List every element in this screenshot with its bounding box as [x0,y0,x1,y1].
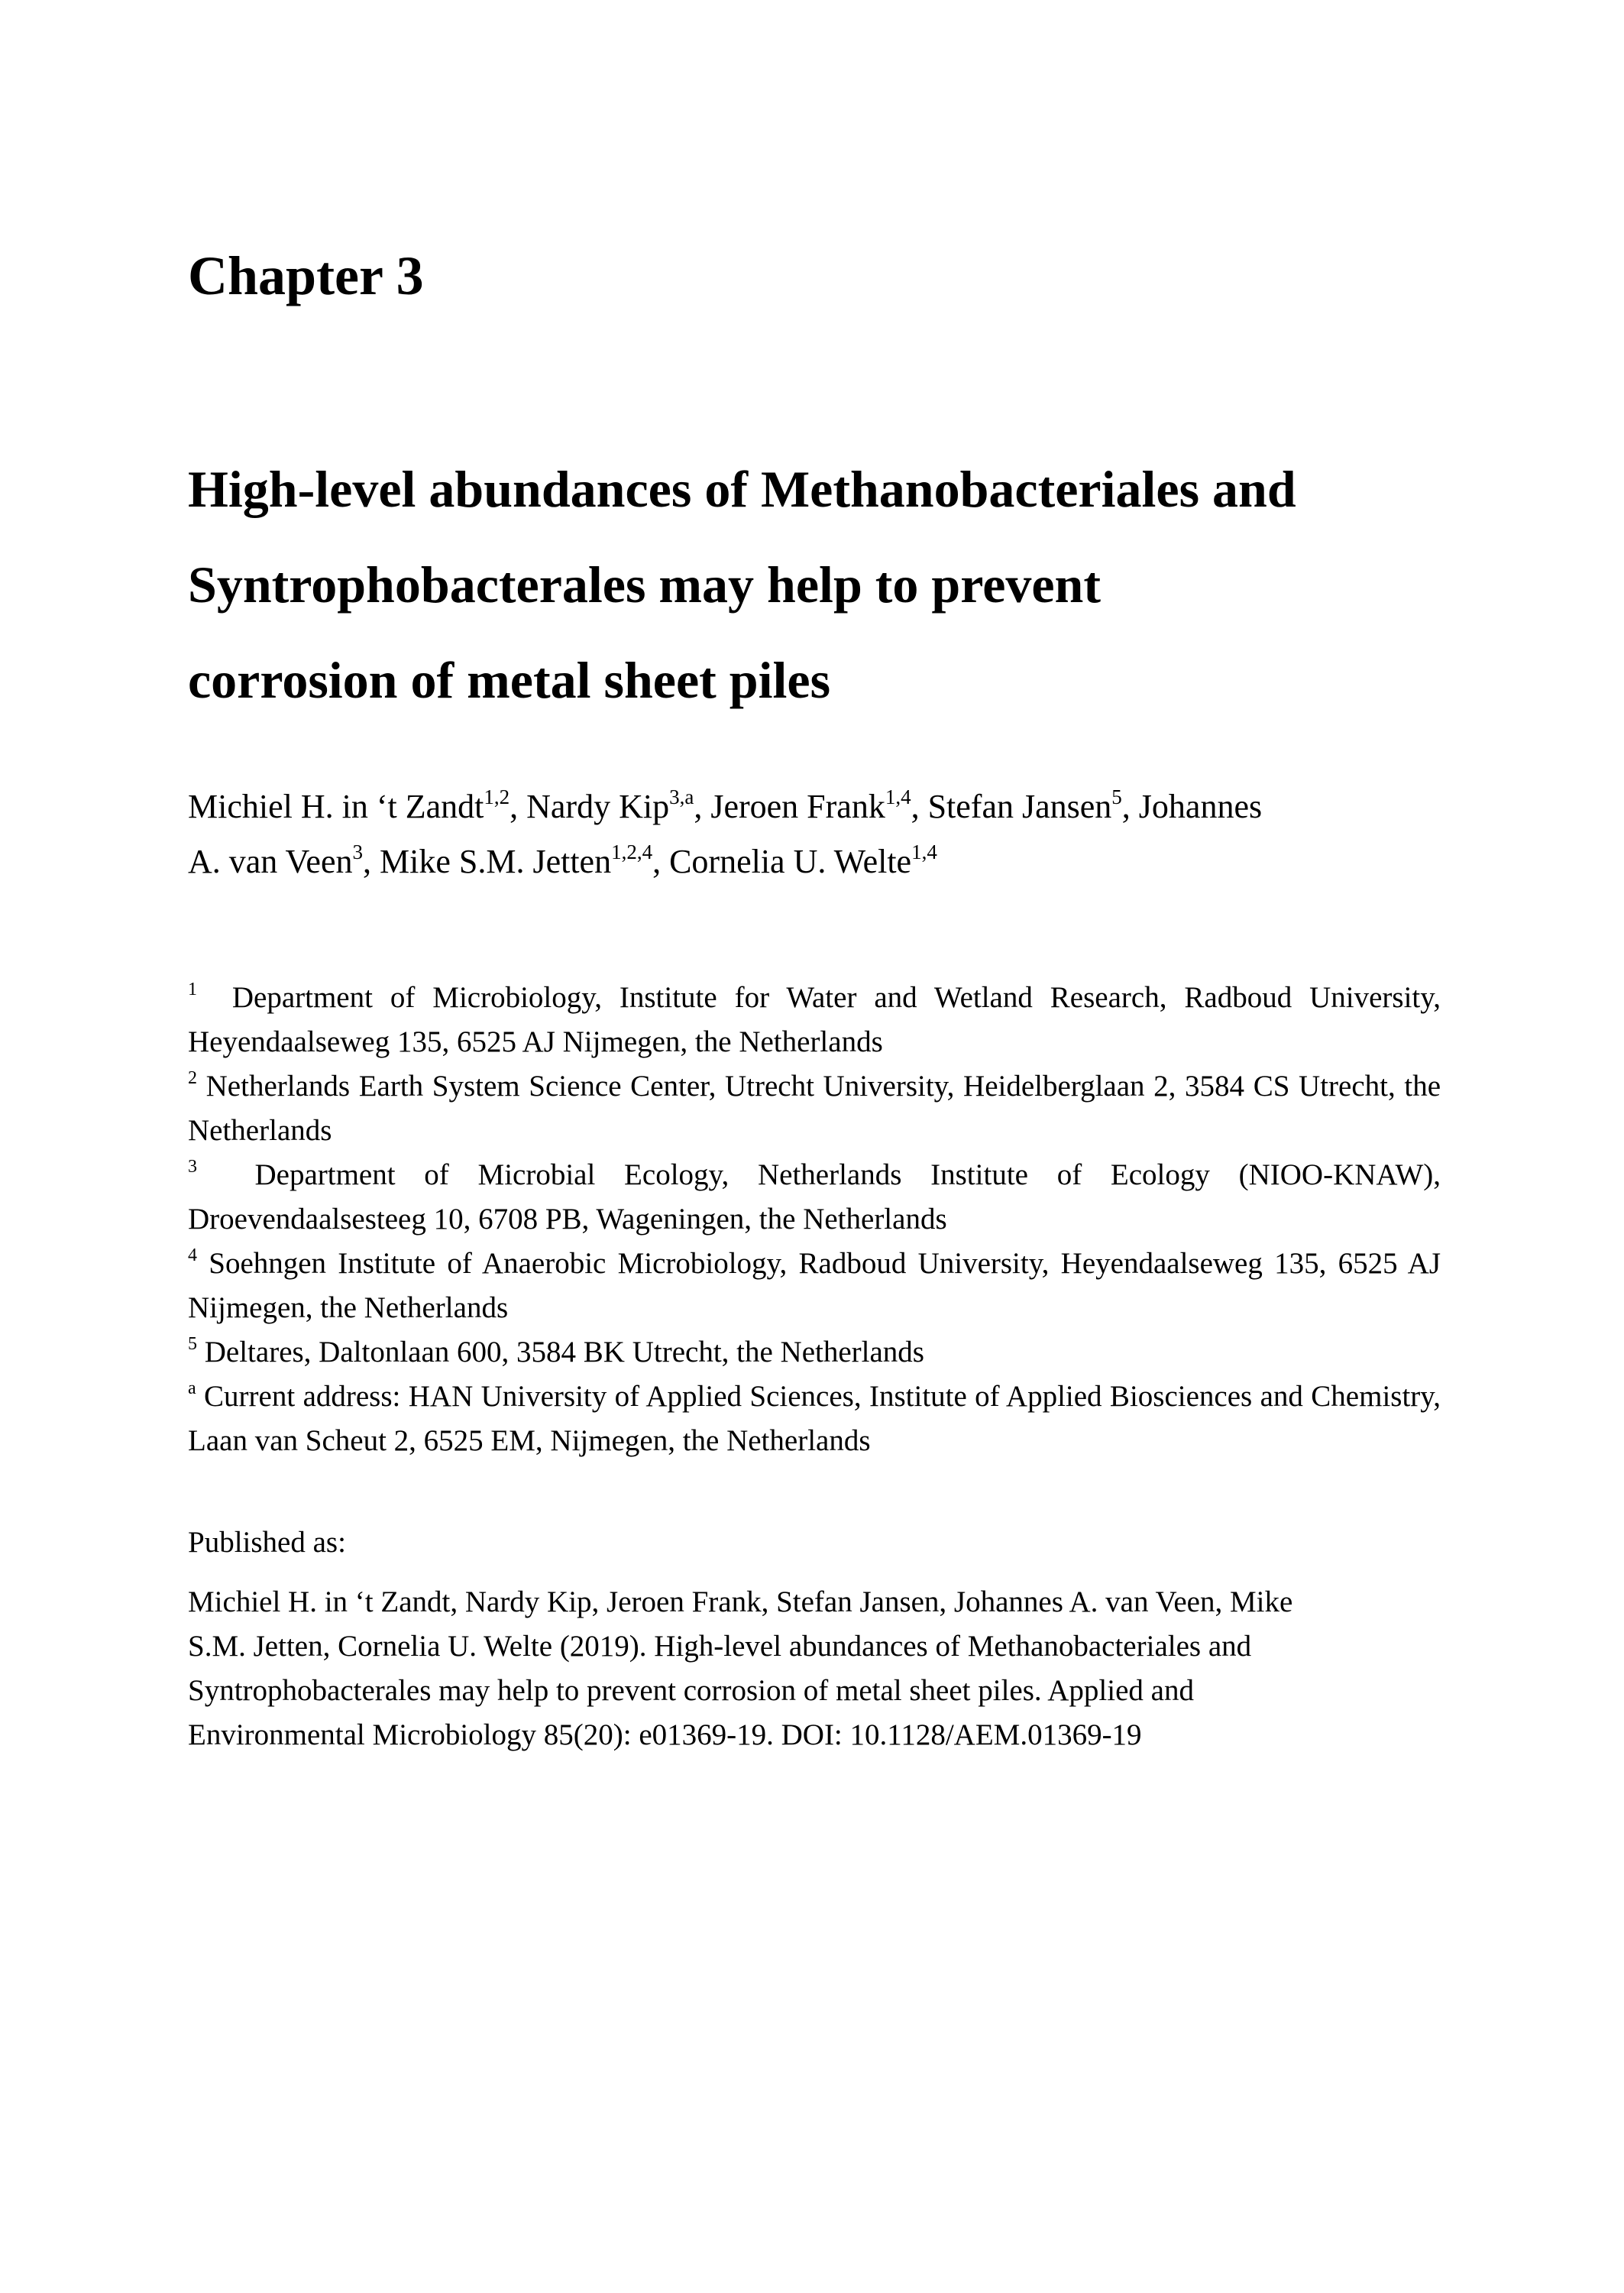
author-affiliation-mark: 1,2,4 [611,840,653,863]
affiliation-mark: 2 [188,1068,197,1088]
affiliation-item [188,976,1441,1064]
author-affiliation-mark: 1,4 [885,785,911,808]
author-affiliation-mark: 3 [352,840,363,863]
author-list [188,779,1441,889]
citation-line: S.M. Jetten, Cornelia U. Welte (2019). High-level abundances of Methanobacteriales and [188,1630,1252,1663]
affiliation-mark: 3 [188,1157,197,1177]
citation-line: Environmental Microbiology 85(20): e01369-19. DOI: 10.1128/AEM.01369-19 [188,1718,1142,1751]
affiliation-item [188,1375,1441,1463]
affiliation-item [188,1242,1441,1330]
author-name: Michiel H. in ‘t Zandt [188,788,484,825]
affiliation-mark: 1 [188,980,197,999]
affiliation-list [188,976,1441,1463]
author-name-part: A. van Veen [188,843,353,880]
author-affiliation-mark: 1,2 [484,785,510,808]
citation-line: Syntrophobacterales may help to prevent corrosion of metal sheet piles. Applied and [188,1674,1194,1707]
affiliation-text: Current address: HAN University of Applied Sciences, Institute of Applied Biosciences and Chemistry, Laan van Scheut 2, 6525 EM, Nijmegen, the Netherlands [188,1380,1441,1457]
author-line: A. van Veen$^3$, Mike S.M. Jetten$^{1,2,4}$, Cornelia U. Welte$^{1,4}$ [188,840,937,880]
author-name: Jeroen Frank [710,788,885,825]
title-line: High-level abundances of Methanobacteriales and [188,460,1296,518]
article-title [188,442,1487,728]
affiliation-item [188,1330,1441,1375]
affiliation-item [188,1064,1441,1153]
chapter-heading: Chapter 3 [188,245,424,306]
affiliation-mark: a [188,1378,196,1398]
title-line: Syntrophobacterales may help to prevent [188,555,1102,614]
affiliation-text: Netherlands Earth System Science Center, Utrecht University, Heidelberglaan 2, 3584 CS Utrecht, the Netherlands [188,1070,1441,1147]
author-affiliation-mark: 3,a [669,785,694,808]
author-line: Michiel H. in ‘t Zandt$^{1,2}$, Nardy Kip$^{3,a}$, Jeroen Frank$^{1,4}$, Stefan Jansen$^5$, Johannes [188,785,1263,825]
published-as-label: Published as: [188,1526,346,1559]
author-affiliation-mark: 1,4 [911,840,937,863]
author-name: Stefan Jansen [927,788,1112,825]
title-line: corrosion of metal sheet piles [188,651,831,709]
author-name: Mike S.M. Jetten [379,843,612,880]
affiliation-mark: 5 [188,1334,197,1354]
affiliation-text: Department of Microbiology, Institute for Water and Wetland Research, Radboud University, Heyendaalseweg 135, 6525 AJ Nijmegen, the Netherlands [188,981,1441,1058]
affiliation-text: Deltares, Daltonlaan 600, 3584 BK Utrecht, the Netherlands [204,1336,924,1368]
author-affiliation-mark: 5 [1111,785,1122,808]
author-name: Cornelia U. Welte [669,843,912,880]
affiliation-mark: 4 [188,1245,197,1265]
affiliation-item [188,1153,1441,1242]
affiliation-text: Department of Microbial Ecology, Netherlands Institute of Ecology (NIOO-KNAW), Droevendaalsesteeg 10, 6708 PB, Wageningen, the Netherlands [188,1158,1441,1236]
author-name-part: Johannes [1138,788,1263,825]
author-name: Nardy Kip [526,788,670,825]
citation-line: Michiel H. in ‘t Zandt, Nardy Kip, Jeroen Frank, Stefan Jansen, Johannes A. van Veen, Mike [188,1585,1293,1618]
affiliation-text: Soehngen Institute of Anaerobic Microbiology, Radboud University, Heyendaalseweg 135, 6525 AJ Nijmegen, the Netherlands [188,1247,1441,1324]
citation-text [188,1580,1441,1757]
